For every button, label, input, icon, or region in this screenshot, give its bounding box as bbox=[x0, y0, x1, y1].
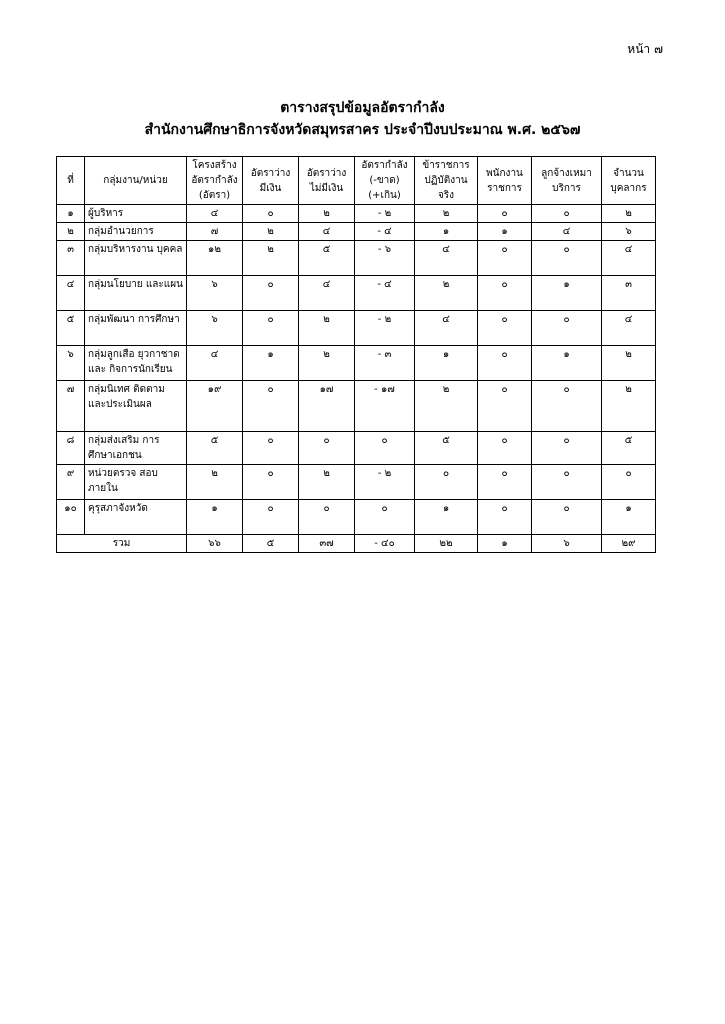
cell-structure: ๑ bbox=[187, 500, 243, 535]
cell-officials: ๔ bbox=[415, 311, 478, 346]
cell-gov-employees: ๐ bbox=[478, 465, 532, 500]
cell-total: ๖ bbox=[602, 223, 656, 241]
header-surplus: อัตรากำลัง (-ขาด) (+เกิน) bbox=[355, 157, 415, 205]
cell-gov-employees: ๐ bbox=[478, 311, 532, 346]
cell-total: ๒ bbox=[602, 346, 656, 381]
table-row bbox=[57, 500, 656, 535]
total-structure: ๖๖ bbox=[187, 535, 243, 553]
cell-vacant-funded: ๒ bbox=[243, 223, 299, 241]
cell-no: ๔ bbox=[57, 276, 85, 311]
page-number: หน้า ๗ bbox=[627, 42, 663, 56]
page-title: ตารางสรุปข้อมูลอัตรากำลัง bbox=[280, 100, 445, 116]
total-contract: ๖ bbox=[532, 535, 602, 553]
total-gov-employees: ๑ bbox=[478, 535, 532, 553]
cell-gov-employees: ๐ bbox=[478, 346, 532, 381]
header-total: จำนวน บุคลากร bbox=[602, 157, 656, 205]
cell-gov-employees: ๐ bbox=[478, 241, 532, 276]
header-unit: กลุ่มงาน/หน่วย bbox=[85, 157, 187, 205]
cell-vacant-unfunded: ๐ bbox=[299, 432, 355, 465]
cell-structure: ๔ bbox=[187, 205, 243, 223]
cell-no: ๕ bbox=[57, 311, 85, 346]
cell-vacant-funded: ๐ bbox=[243, 465, 299, 500]
table-row bbox=[57, 465, 656, 500]
cell-structure: ๑๙ bbox=[187, 381, 243, 432]
cell-total: ๕ bbox=[602, 432, 656, 465]
total-total: ๒๙ bbox=[602, 535, 656, 553]
cell-contract: ๐ bbox=[532, 465, 602, 500]
cell-vacant-unfunded: ๕ bbox=[299, 241, 355, 276]
cell-gov-employees: ๐ bbox=[478, 276, 532, 311]
table-row bbox=[57, 241, 656, 276]
header-structure: โครงสร้าง อัตรากำลัง (อัตรา) bbox=[187, 157, 243, 205]
cell-total: ๔ bbox=[602, 311, 656, 346]
table-row bbox=[57, 223, 656, 241]
cell-surplus: - ๔ bbox=[355, 276, 415, 311]
table-row bbox=[57, 346, 656, 381]
cell-gov-employees: ๐ bbox=[478, 500, 532, 535]
cell-total: ๔ bbox=[602, 241, 656, 276]
cell-no: ๓ bbox=[57, 241, 85, 276]
cell-vacant-funded: ๐ bbox=[243, 500, 299, 535]
cell-unit: กลุ่มบริหารงาน บุคคล bbox=[85, 241, 187, 276]
cell-unit: กลุ่มอำนวยการ bbox=[85, 223, 187, 241]
table-row bbox=[57, 381, 656, 432]
cell-surplus: ๐ bbox=[355, 500, 415, 535]
total-vacant-unfunded: ๓๗ bbox=[299, 535, 355, 553]
cell-gov-employees: ๐ bbox=[478, 432, 532, 465]
cell-total: ๒ bbox=[602, 381, 656, 432]
cell-gov-employees: ๐ bbox=[478, 205, 532, 223]
table-row bbox=[57, 311, 656, 346]
cell-structure: ๖ bbox=[187, 311, 243, 346]
cell-officials: ๒ bbox=[415, 205, 478, 223]
cell-vacant-funded: ๐ bbox=[243, 311, 299, 346]
cell-total: ๓ bbox=[602, 276, 656, 311]
page-subtitle: สำนักงานศึกษาธิการจังหวัดสมุทรสาคร ประจำปีงบประมาณ พ.ศ. ๒๕๖๗ bbox=[144, 122, 581, 138]
total-vacant-funded: ๕ bbox=[243, 535, 299, 553]
cell-vacant-unfunded: ๒ bbox=[299, 205, 355, 223]
cell-contract: ๐ bbox=[532, 205, 602, 223]
cell-surplus: - ๑๗ bbox=[355, 381, 415, 432]
cell-unit: กลุ่มนิเทศ ติดตาม และประเมินผล bbox=[85, 381, 187, 432]
cell-no: ๙ bbox=[57, 465, 85, 500]
total-label: รวม bbox=[57, 535, 187, 553]
cell-vacant-funded: ๑ bbox=[243, 346, 299, 381]
cell-officials: ๑ bbox=[415, 223, 478, 241]
cell-total: ๐ bbox=[602, 465, 656, 500]
cell-no: ๘ bbox=[57, 432, 85, 465]
cell-vacant-funded: ๐ bbox=[243, 276, 299, 311]
cell-vacant-funded: ๐ bbox=[243, 381, 299, 432]
cell-surplus: - ๖ bbox=[355, 241, 415, 276]
cell-surplus: - ๒ bbox=[355, 465, 415, 500]
cell-unit: กลุ่มพัฒนา การศึกษา bbox=[85, 311, 187, 346]
cell-gov-employees: ๐ bbox=[478, 381, 532, 432]
cell-contract: ๑ bbox=[532, 346, 602, 381]
cell-officials: ๔ bbox=[415, 241, 478, 276]
table-total-row bbox=[57, 535, 656, 553]
cell-vacant-unfunded: ๒ bbox=[299, 346, 355, 381]
header-no: ที่ bbox=[57, 157, 85, 205]
cell-officials: ๑ bbox=[415, 500, 478, 535]
table-row bbox=[57, 432, 656, 465]
cell-no: ๑๐ bbox=[57, 500, 85, 535]
table-row bbox=[57, 276, 656, 311]
cell-vacant-unfunded: ๒ bbox=[299, 465, 355, 500]
cell-vacant-unfunded: ๐ bbox=[299, 500, 355, 535]
table-header-row bbox=[57, 157, 656, 205]
cell-officials: ๐ bbox=[415, 465, 478, 500]
cell-structure: ๕ bbox=[187, 432, 243, 465]
cell-surplus: - ๒ bbox=[355, 205, 415, 223]
cell-structure: ๑๒ bbox=[187, 241, 243, 276]
cell-officials: ๒ bbox=[415, 276, 478, 311]
cell-total: ๒ bbox=[602, 205, 656, 223]
cell-officials: ๑ bbox=[415, 346, 478, 381]
cell-vacant-funded: ๐ bbox=[243, 205, 299, 223]
cell-structure: ๒ bbox=[187, 465, 243, 500]
header-gov-employees: พนักงาน ราชการ bbox=[478, 157, 532, 205]
header-officials: ข้าราชการ ปฏิบัติงาน จริง bbox=[415, 157, 478, 205]
cell-vacant-unfunded: ๒ bbox=[299, 311, 355, 346]
staffing-summary-table bbox=[56, 156, 656, 553]
cell-vacant-funded: ๒ bbox=[243, 241, 299, 276]
header-vacant-unfunded: อัตราว่าง ไม่มีเงิน bbox=[299, 157, 355, 205]
cell-structure: ๔ bbox=[187, 346, 243, 381]
cell-surplus: - ๓ bbox=[355, 346, 415, 381]
cell-no: ๗ bbox=[57, 381, 85, 432]
cell-surplus: ๐ bbox=[355, 432, 415, 465]
cell-contract: ๑ bbox=[532, 276, 602, 311]
cell-contract: ๐ bbox=[532, 432, 602, 465]
cell-total: ๑ bbox=[602, 500, 656, 535]
cell-vacant-unfunded: ๑๗ bbox=[299, 381, 355, 432]
cell-structure: ๗ bbox=[187, 223, 243, 241]
cell-unit: กลุ่มส่งเสริม การศึกษาเอกชน bbox=[85, 432, 187, 465]
cell-no: ๖ bbox=[57, 346, 85, 381]
cell-surplus: - ๒ bbox=[355, 311, 415, 346]
cell-structure: ๖ bbox=[187, 276, 243, 311]
cell-gov-employees: ๑ bbox=[478, 223, 532, 241]
cell-officials: ๕ bbox=[415, 432, 478, 465]
cell-vacant-unfunded: ๔ bbox=[299, 223, 355, 241]
cell-vacant-funded: ๐ bbox=[243, 432, 299, 465]
cell-unit: ผู้บริหาร bbox=[85, 205, 187, 223]
cell-unit: กลุ่มนโยบาย และแผน bbox=[85, 276, 187, 311]
cell-unit: หน่วยตรวจ สอบภายใน bbox=[85, 465, 187, 500]
cell-unit: กลุ่มลูกเสือ ยุวกาชาด และ กิจการนักเรียน bbox=[85, 346, 187, 381]
cell-no: ๑ bbox=[57, 205, 85, 223]
cell-surplus: - ๔ bbox=[355, 223, 415, 241]
cell-officials: ๒ bbox=[415, 381, 478, 432]
cell-contract: ๔ bbox=[532, 223, 602, 241]
cell-contract: ๐ bbox=[532, 500, 602, 535]
cell-contract: ๐ bbox=[532, 241, 602, 276]
cell-contract: ๐ bbox=[532, 311, 602, 346]
cell-no: ๒ bbox=[57, 223, 85, 241]
header-contract: ลูกจ้างเหมา บริการ bbox=[532, 157, 602, 205]
total-surplus: - ๔๐ bbox=[355, 535, 415, 553]
header-vacant-funded: อัตราว่าง มีเงิน bbox=[243, 157, 299, 205]
cell-vacant-unfunded: ๔ bbox=[299, 276, 355, 311]
cell-unit: คุรุสภาจังหวัด bbox=[85, 500, 187, 535]
cell-contract: ๐ bbox=[532, 381, 602, 432]
total-officials: ๒๒ bbox=[415, 535, 478, 553]
table-row bbox=[57, 205, 656, 223]
